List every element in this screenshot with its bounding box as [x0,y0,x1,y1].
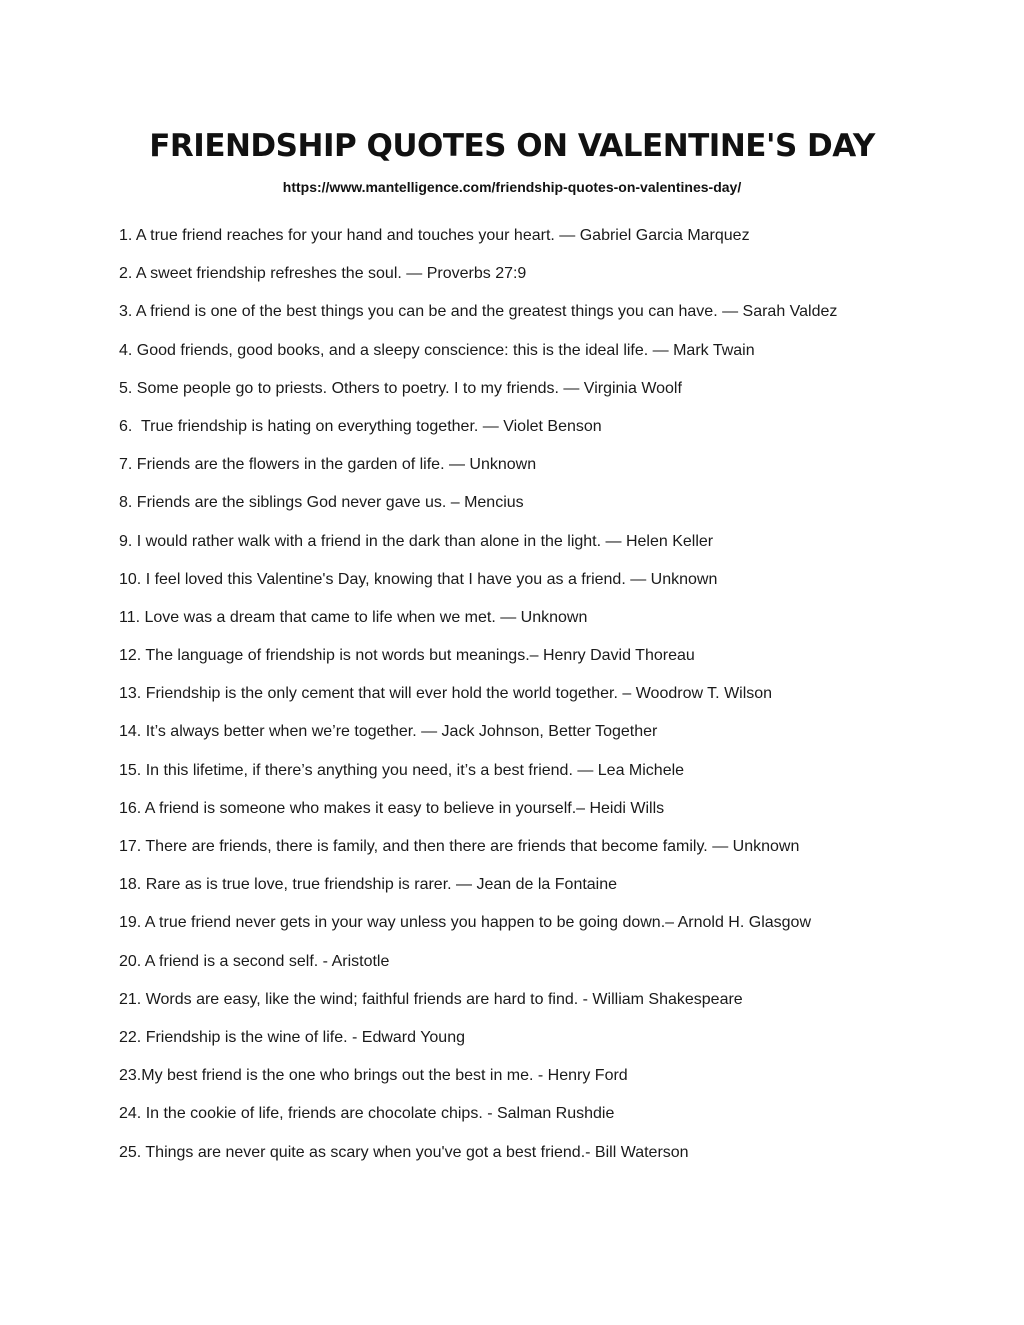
source-url: https://www.mantelligence.com/friendship-quotes-on-valentines-day/ [282,179,742,195]
quote-item: 21. Words are easy, like the wind; faithful friends are hard to find. - William Shakespeare [119,990,743,1008]
quote-item: 1. A true friend reaches for your hand and touches your heart. — Gabriel Garcia Marquez [119,227,750,244]
quote-item: 3. A friend is one of the best things you can be and the greatest things you can have. — Sarah Valdez [119,303,838,321]
quote-item: 17. There are friends, there is family, and then there are friends that become family. — Unknown [119,838,800,855]
quote-item: 23.My best friend is the one who brings out the best in me. - Henry Ford [119,1067,628,1085]
quote-item: 15. In this lifetime, if there’s anything you need, it’s a best friend. — Lea Michele [119,761,685,779]
quote-item: 14. It’s always better when we’re together. — Jack Johnson, Better Together [119,723,658,741]
quote-item: 19. A true friend never gets in your way unless you happen to be going down.– Arnold H. Glasgow [119,914,811,932]
quote-item: 25. Things are never quite as scary when you've got a best friend.- Bill Waterson [119,1143,689,1161]
quote-list [119,225,999,1180]
quote-item: 18. Rare as is true love, true friendship is rarer. — Jean de la Fontaine [119,876,618,894]
quote-item: 12. The language of friendship is not words but meanings.– Henry David Thoreau [119,647,695,665]
quote-item: 22. Friendship is the wine of life. - Edward Young [119,1028,465,1046]
quote-item: 7. Friends are the flowers in the garden of life. — Unknown [119,456,537,474]
quote-item: 6. True friendship is hating on everything together. — Violet Benson [119,417,602,435]
page-title: FRIENDSHIP QUOTES ON VALENTINE'S DAY [149,128,875,164]
quote-item: 20. A friend is a second self. - Aristotle [119,952,390,970]
quote-item: 11. Love was a dream that came to life when we met. — Unknown [119,608,588,626]
quote-item: 2. A sweet friendship refreshes the soul. — Proverbs 27:9 [119,265,527,283]
quote-item: 9. I would rather walk with a friend in the dark than alone in the light. — Helen Keller [119,532,714,550]
quote-item: 8. Friends are the siblings God never gave us. – Mencius [119,494,524,512]
quote-item: 24. In the cookie of life, friends are chocolate chips. - Salman Rushdie [119,1105,615,1123]
quote-item: 4. Good friends, good books, and a sleepy conscience: this is the ideal life. — Mark Twain [119,341,755,359]
quote-item: 10. I feel loved this Valentine's Day, knowing that I have you as a friend. — Unknown [119,570,718,588]
quote-item: 13. Friendship is the only cement that will ever hold the world together. – Woodrow T. Wilson [119,685,773,703]
quote-item: 16. A friend is someone who makes it easy to believe in yourself.– Heidi Wills [119,799,665,817]
quote-item: 5. Some people go to priests. Others to poetry. I to my friends. — Virginia Woolf [119,379,682,397]
